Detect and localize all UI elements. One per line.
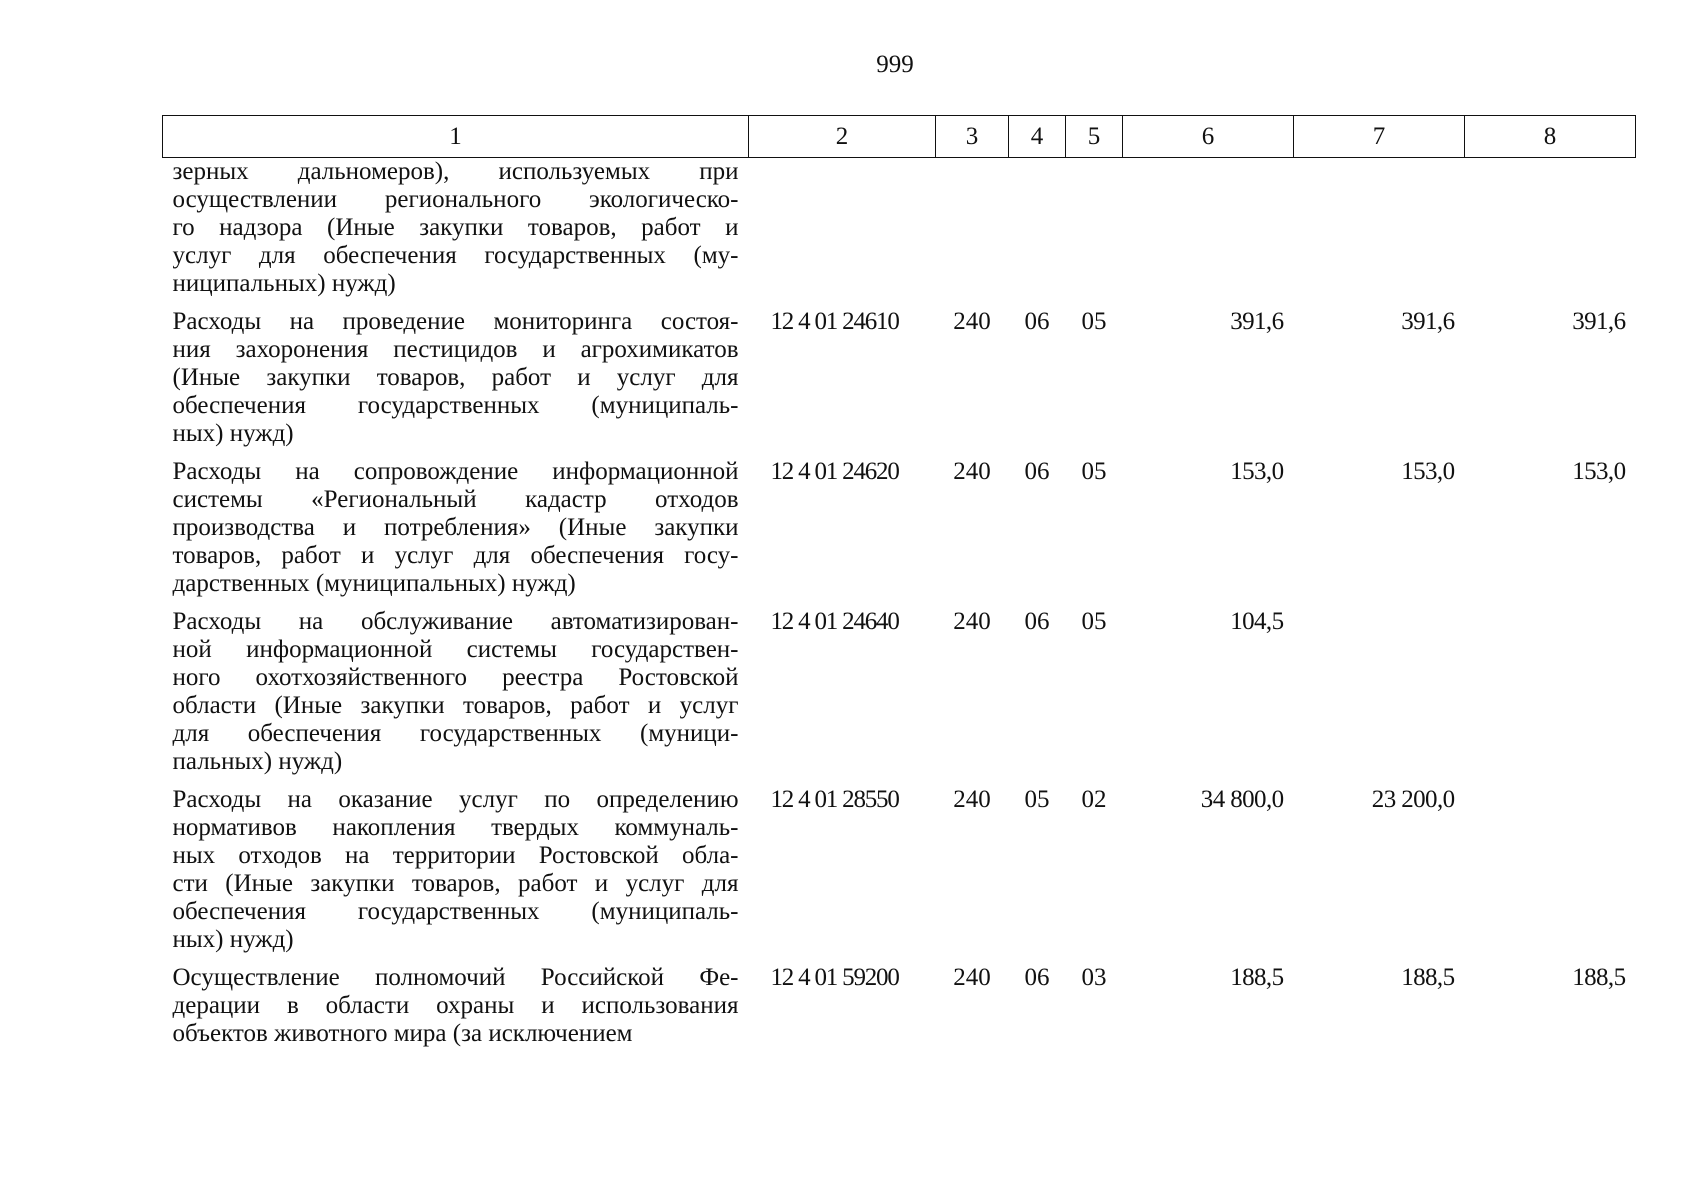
description-cell xyxy=(163,598,749,776)
section-cell: 06 xyxy=(1024,608,1050,635)
description-line: ного охотхозяйственного реестра Ростовской xyxy=(172,664,739,691)
description-line: го надзора (Иные закупки товаров, работ и xyxy=(172,214,739,241)
table-row xyxy=(163,298,1636,448)
expense-type-cell: 240 xyxy=(953,458,991,485)
expense-type-cell: 240 xyxy=(953,608,991,635)
expense-type-cell: 240 xyxy=(953,964,991,991)
expense-type-cell: 240 xyxy=(953,786,991,813)
description-line: дарственных (муниципальных) нужд) xyxy=(172,570,576,597)
table-row xyxy=(163,776,1636,954)
description-line: (Иные закупки товаров, работ и услуг для xyxy=(172,364,739,391)
budget-code-cell xyxy=(749,158,936,299)
description-line: зерных дальномеров), используемых при xyxy=(172,158,739,185)
description-line: объектов животного мира (за исключением xyxy=(172,1020,633,1047)
subsection-cell: 03 xyxy=(1081,964,1107,991)
amount-col8-cell xyxy=(1465,598,1636,776)
subsection-cell: 05 xyxy=(1081,458,1107,485)
amount-col7-cell: 391,6 xyxy=(1401,308,1455,335)
description-line: области (Иные закупки товаров, работ и услуг xyxy=(172,692,739,719)
table-row xyxy=(163,158,1636,299)
description-line: товаров, работ и услуг для обеспечения госу- xyxy=(172,542,739,569)
description-line: Осуществление полномочий Российской Фе- xyxy=(172,964,739,991)
amount-col6-cell xyxy=(1123,158,1294,299)
description-line: дерации в области охраны и использования xyxy=(172,992,739,1019)
table-row xyxy=(163,598,1636,776)
description-line: ния захоронения пестицидов и агрохимикатов xyxy=(172,336,739,363)
description-line: ных отходов на территории Ростовской обла- xyxy=(172,842,739,869)
description-line: Расходы на сопровождение информационной xyxy=(172,458,739,485)
table-row xyxy=(163,954,1636,1048)
amount-col6-cell: 153,0 xyxy=(1230,458,1284,485)
header-cell-5: 5 xyxy=(1066,116,1123,158)
description-line: производства и потребления» (Иные закупки xyxy=(172,514,739,541)
description-line: ной информационной системы государствен- xyxy=(172,636,739,663)
amount-col8-cell: 153,0 xyxy=(1572,458,1626,485)
description-cell xyxy=(163,776,749,954)
subsection-cell xyxy=(1066,158,1123,299)
amount-col8-cell xyxy=(1465,776,1636,954)
description-line: сти (Иные закупки товаров, работ и услуг для xyxy=(172,870,739,897)
table-body xyxy=(163,158,1636,1049)
budget-code-cell: 12 4 01 24620 xyxy=(770,458,899,485)
description-line: Расходы на оказание услуг по определению xyxy=(172,786,739,813)
description-line: ных) нужд) xyxy=(172,420,294,447)
amount-col8-cell: 188,5 xyxy=(1572,964,1626,991)
section-cell: 06 xyxy=(1024,964,1050,991)
subsection-cell: 02 xyxy=(1081,786,1107,813)
amount-col6-cell: 104,5 xyxy=(1230,608,1284,635)
amount-col7-cell xyxy=(1294,158,1465,299)
amount-col7-cell: 153,0 xyxy=(1401,458,1455,485)
section-cell: 06 xyxy=(1024,308,1050,335)
subsection-cell: 05 xyxy=(1081,308,1107,335)
page-number: 999 xyxy=(876,51,914,78)
budget-code-cell: 12 4 01 28550 xyxy=(770,786,899,813)
amount-col6-cell: 188,5 xyxy=(1230,964,1284,991)
description-line: нормативов накопления твердых коммуналь- xyxy=(172,814,739,841)
section-cell: 05 xyxy=(1024,786,1050,813)
description-cell xyxy=(163,448,749,598)
description-line: обеспечения государственных (муниципаль- xyxy=(172,898,739,925)
header-cell-3: 3 xyxy=(936,116,1009,158)
amount-col8-cell: 391,6 xyxy=(1572,308,1626,335)
expense-type-cell xyxy=(936,158,1009,299)
amount-col6-cell: 34 800,0 xyxy=(1200,786,1284,813)
section-cell xyxy=(1009,158,1066,299)
budget-code-cell: 12 4 01 59200 xyxy=(770,964,899,991)
subsection-cell: 05 xyxy=(1081,608,1107,635)
table-row xyxy=(163,448,1636,598)
description-line: Расходы на обслуживание автоматизирован- xyxy=(172,608,739,635)
header-row xyxy=(163,116,1636,158)
amount-col7-cell: 23 200,0 xyxy=(1371,786,1455,813)
header-cell-1: 1 xyxy=(163,116,749,158)
table-header xyxy=(163,116,1636,158)
header-cell-2: 2 xyxy=(749,116,936,158)
header-cell-6: 6 xyxy=(1123,116,1294,158)
description-line: ниципальных) нужд) xyxy=(172,270,396,297)
amount-col8-cell xyxy=(1465,158,1636,299)
section-cell: 06 xyxy=(1024,458,1050,485)
description-line: ных) нужд) xyxy=(172,926,294,953)
expense-type-cell: 240 xyxy=(953,308,991,335)
description-line: пальных) нужд) xyxy=(172,748,343,775)
description-cell xyxy=(163,298,749,448)
amount-col7-cell xyxy=(1294,598,1465,776)
header-cell-8: 8 xyxy=(1465,116,1636,158)
header-cell-4: 4 xyxy=(1009,116,1066,158)
description-line: для обеспечения государственных (муници- xyxy=(172,720,739,747)
budget-code-cell: 12 4 01 24640 xyxy=(770,608,899,635)
description-line: услуг для обеспечения государственных (му- xyxy=(172,242,739,269)
budget-table xyxy=(162,115,1636,1048)
description-cell xyxy=(163,954,749,1048)
description-line: обеспечения государственных (муниципаль- xyxy=(172,392,739,419)
description-line: системы «Региональный кадастр отходов xyxy=(172,486,739,513)
description-line: осуществлении регионального экологическо- xyxy=(172,186,739,213)
description-line: Расходы на проведение мониторинга состоя- xyxy=(172,308,739,335)
header-cell-7: 7 xyxy=(1294,116,1465,158)
description-cell xyxy=(163,158,749,299)
amount-col6-cell: 391,6 xyxy=(1230,308,1284,335)
amount-col7-cell: 188,5 xyxy=(1401,964,1455,991)
budget-code-cell: 12 4 01 24610 xyxy=(770,308,899,335)
